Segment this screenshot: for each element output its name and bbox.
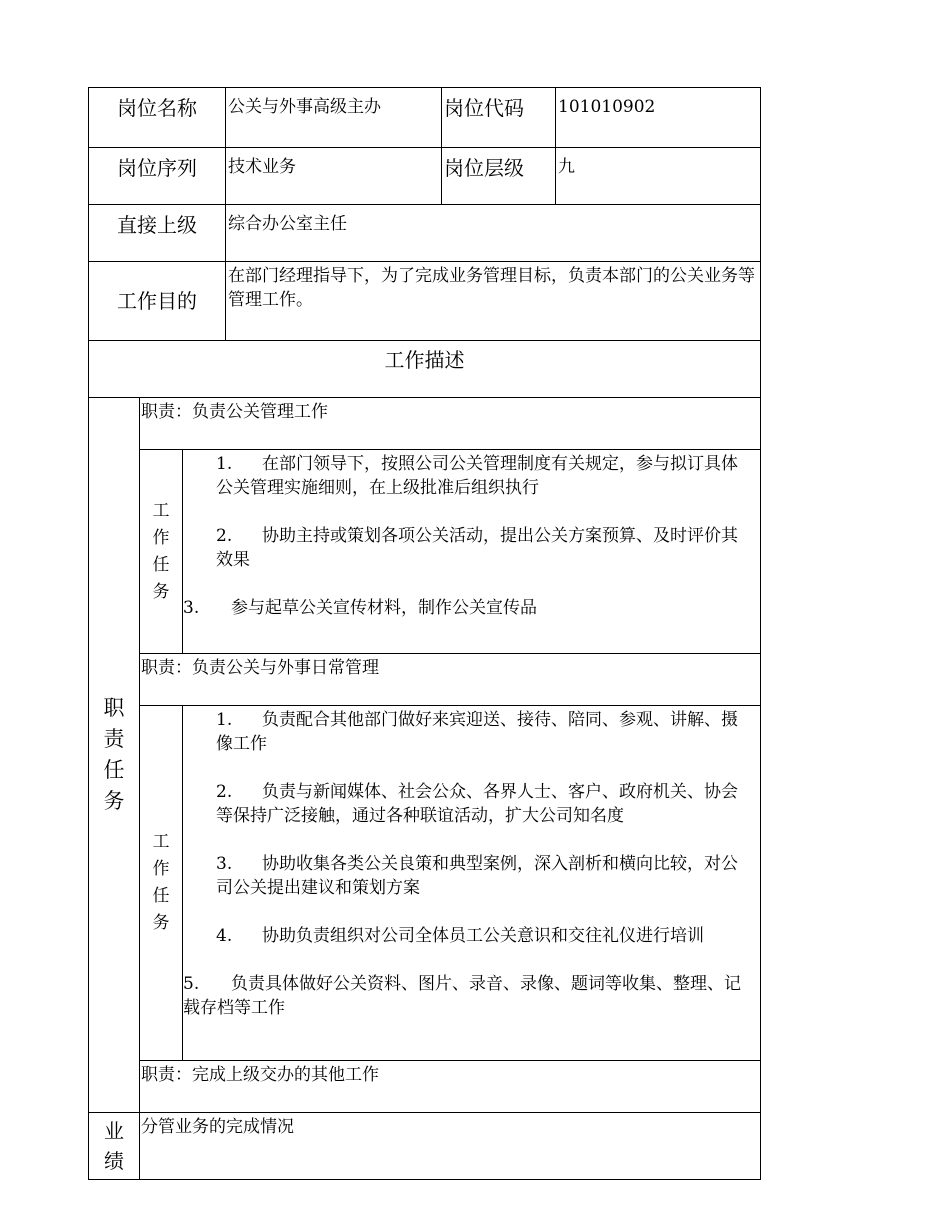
- duty-title: 职责：负责公关与外事日常管理: [140, 654, 761, 706]
- position-name-value: 公关与外事高级主办: [226, 88, 442, 148]
- task-number: 2.: [216, 526, 233, 546]
- task-text: 协助收集各类公关良策和典型案例，深入剖析和横向比较，对公司公关提出建议和策划方案: [216, 854, 738, 898]
- task-row: [89, 706, 761, 1061]
- task-text: 负责与新闻媒体、社会公众、各界人士、客户、政府机关、协会等保持广泛接触，通过各种联谊活动，扩大公司知名度: [216, 782, 738, 826]
- duty-row: [89, 654, 761, 706]
- task-number: 5.: [183, 974, 200, 994]
- task-number: 1.: [216, 454, 233, 474]
- job-description-table: [88, 87, 761, 1180]
- task-label: [140, 450, 183, 654]
- sequence-label: 岗位序列: [89, 148, 226, 205]
- task-label-text: 工作任务: [152, 832, 170, 933]
- job-description-document: [88, 87, 760, 1180]
- task-number: 2.: [216, 782, 233, 802]
- supervisor-label: 直接上级: [89, 205, 226, 262]
- task-text: 参与起草公关宣传材料，制作公关宣传品: [231, 598, 537, 618]
- row-description-title: [89, 341, 761, 398]
- task-item: [183, 452, 754, 500]
- description-title: 工作描述: [89, 341, 761, 398]
- task-item: [183, 852, 754, 900]
- task-label: [140, 706, 183, 1061]
- task-item: [183, 524, 754, 572]
- task-item: [183, 596, 754, 620]
- duty-row: [89, 398, 761, 450]
- level-value: 九: [556, 148, 761, 205]
- duty-row: [89, 1061, 761, 1113]
- task-list: [183, 450, 761, 654]
- task-item: [183, 708, 754, 756]
- task-list: [183, 706, 761, 1061]
- task-row: [89, 450, 761, 654]
- duty-title: 职责：负责公关管理工作: [140, 398, 761, 450]
- performance-label-text: 业绩: [104, 1119, 124, 1173]
- task-label-text: 工作任务: [152, 500, 170, 602]
- task-text: 协助负责组织对公司全体员工公关意识和交往礼仪进行培训: [262, 926, 704, 946]
- row-sequence: [89, 148, 761, 205]
- task-text: 负责配合其他部门做好来宾迎送、接待、陪同、参观、讲解、摄像工作: [216, 710, 738, 754]
- level-label: 岗位层级: [442, 148, 556, 205]
- performance-label: [89, 1113, 140, 1180]
- duties-label-text: 职责任务: [103, 696, 125, 813]
- task-number: 1.: [216, 710, 233, 730]
- task-text: 协助主持或策划各项公关活动，提出公关方案预算、及时评价其效果: [216, 526, 738, 570]
- row-supervisor: [89, 205, 761, 262]
- task-number: 4.: [216, 926, 233, 946]
- task-text: 在部门领导下，按照公司公关管理制度有关规定，参与拟订具体公关管理实施细则，在上级批准后组织执行: [216, 454, 738, 498]
- performance-value: 分管业务的完成情况: [140, 1113, 761, 1180]
- purpose-label: 工作目的: [89, 262, 226, 341]
- supervisor-value: 综合办公室主任: [226, 205, 761, 262]
- row-purpose: [89, 262, 761, 341]
- task-number: 3.: [183, 598, 200, 618]
- task-item: [183, 780, 754, 828]
- task-item: [183, 972, 754, 1020]
- duties-label: [89, 398, 140, 1113]
- duty-title: 职责：完成上级交办的其他工作: [140, 1061, 761, 1113]
- position-code-label: 岗位代码: [442, 88, 556, 148]
- position-name-label: 岗位名称: [89, 88, 226, 148]
- task-text: 负责具体做好公关资料、图片、录音、录像、题词等收集、整理、记载存档等工作: [183, 974, 741, 1018]
- sequence-value: 技术业务: [226, 148, 442, 205]
- purpose-value: 在部门经理指导下，为了完成业务管理目标，负责本部门的公关业务等管理工作。: [226, 262, 761, 341]
- position-code-value: 101010902: [556, 88, 761, 148]
- task-item: [183, 924, 754, 948]
- row-performance: [89, 1113, 761, 1180]
- task-number: 3.: [216, 854, 233, 874]
- row-position-name: [89, 88, 761, 148]
